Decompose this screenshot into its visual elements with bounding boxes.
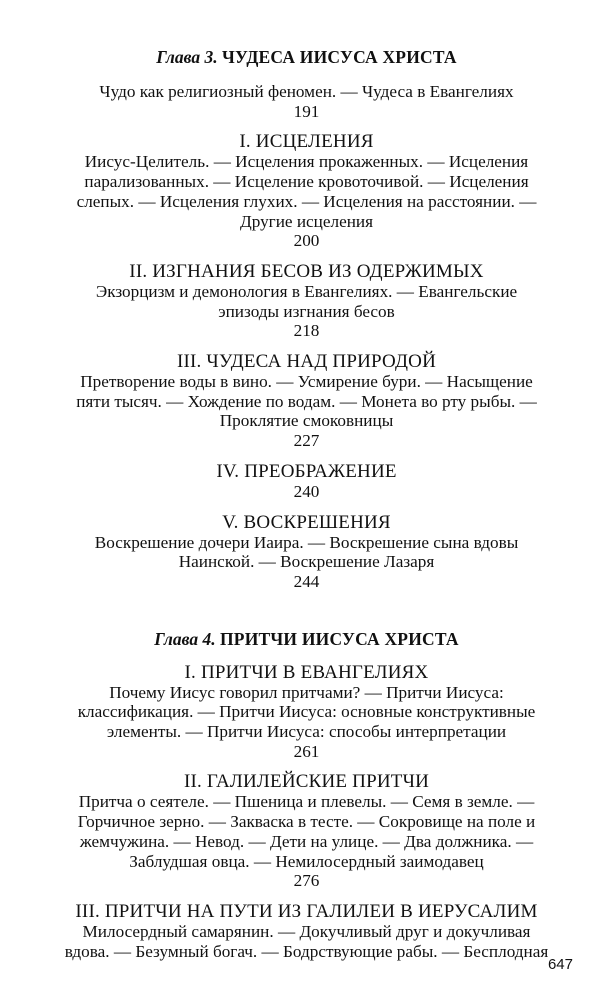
chapter-3-heading — [40, 46, 573, 68]
toc-section-galilean-parables — [40, 771, 573, 891]
toc-section-nature-miracles — [40, 351, 573, 451]
entry-line: Претворение воды в вино. — Усмирение бури. — Насыщение — [80, 372, 533, 392]
section-title: V. ВОСКРЕШЕНИЯ — [222, 511, 391, 533]
entry-line: Притча о сеятеле. — Пшеница и плевелы. — Семя в земле. — — [78, 792, 535, 812]
page-number: 200 — [293, 231, 320, 251]
entry-line: Экзорцизм и демонология в Евангелиях. — Евангельские — [95, 281, 518, 301]
chapter-4-title: ПРИТЧИ ИИСУСА ХРИСТА — [220, 628, 459, 649]
toc-section-road-parables — [40, 901, 573, 961]
page-number: 276 — [293, 871, 320, 891]
section-title: IV. ПРЕОБРАЖЕНИЕ — [216, 460, 397, 482]
chapter-3-title: ЧУДЕСА ИИСУСА ХРИСТА — [222, 47, 457, 67]
entry-line: Заблудшая овца. — Немилосердный заимодавец — [129, 851, 484, 871]
entry-line: Иисус-Целитель. — Исцеления прокаженных. — Исцеления — [84, 152, 529, 172]
chapter-4-heading — [40, 628, 573, 650]
page-number: 191 — [293, 101, 320, 121]
page-number: 227 — [293, 431, 320, 451]
toc-section-resurrections — [40, 512, 573, 592]
entry-line: Горчичное зерно. — Закваска в тесте. — Сокровище на поле и — [77, 812, 536, 832]
section-title: III. ЧУДЕСА НАД ПРИРОДОЙ — [176, 351, 437, 373]
entry-line: Другие исцеления — [239, 211, 374, 231]
entry-line: вдова. — Безумный богач. — Бодрствующие рабы. — Бесплодная — [64, 941, 549, 961]
section-title: I. ИСЦЕЛЕНИЯ — [239, 131, 374, 153]
entry-line: Проклятие смоковницы — [219, 411, 394, 431]
chapter-4-label: Глава 4. — [154, 628, 216, 649]
page-number: 261 — [293, 741, 320, 761]
entry-line: Воскрешение дочери Иаира. — Воскрешение сына вдовы — [94, 532, 519, 552]
toc-content — [40, 46, 573, 961]
toc-section-exorcisms — [40, 261, 573, 341]
entry-line: классификация. — Притчи Иисуса: основные конструктивные — [77, 702, 536, 722]
section-title: III. ПРИТЧИ НА ПУТИ ИЗ ГАЛИЛЕИ В ИЕРУСАЛИМ — [75, 900, 538, 922]
page-folio-number: 647 — [547, 956, 573, 973]
entry-line: парализованных. — Исцеление кровоточивой. — Исцеления — [84, 172, 529, 192]
chapter-3-label: Глава 3. — [156, 47, 218, 67]
entry-line: Чудо как религиозный феномен. — Чудеса в Евангелиях — [99, 82, 514, 101]
entry-line: слепых. — Исцеления глухих. — Исцеления на расстоянии. — — [76, 191, 537, 211]
entry-line: Почему Иисус говорил притчами? — Притчи Иисуса: — [109, 682, 504, 702]
chapter-3-intro — [40, 82, 573, 121]
entry-line: жемчужина. — Невод. — Дети на улице. — Два должника. — — [79, 831, 534, 851]
section-title: II. ГАЛИЛЕЙСКИЕ ПРИТЧИ — [183, 771, 430, 793]
section-title: I. ПРИТЧИ В ЕВАНГЕЛИЯХ — [184, 661, 429, 683]
page-number: 218 — [293, 321, 320, 341]
entry-line: эпизоды изгнания бесов — [218, 301, 395, 321]
page-number: 240 — [293, 481, 320, 501]
page-number: 244 — [293, 571, 320, 591]
toc-section-healings — [40, 131, 573, 251]
toc-section-parables-in-gospels — [40, 662, 573, 762]
entry-line: Милосердный самарянин. — Докучливый друг и докучливая — [82, 921, 531, 941]
entry-line: элементы. — Притчи Иисуса: способы интерпретации — [106, 722, 507, 742]
entry-line: Наинской. — Воскрешение Лазаря — [178, 552, 435, 572]
toc-section-transfiguration — [40, 461, 573, 502]
entry-line: пяти тысяч. — Хождение по водам. — Монета во рту рыбы. — — [76, 391, 537, 411]
section-title: II. ИЗГНАНИЯ БЕСОВ ИЗ ОДЕРЖИМЫХ — [129, 260, 484, 282]
